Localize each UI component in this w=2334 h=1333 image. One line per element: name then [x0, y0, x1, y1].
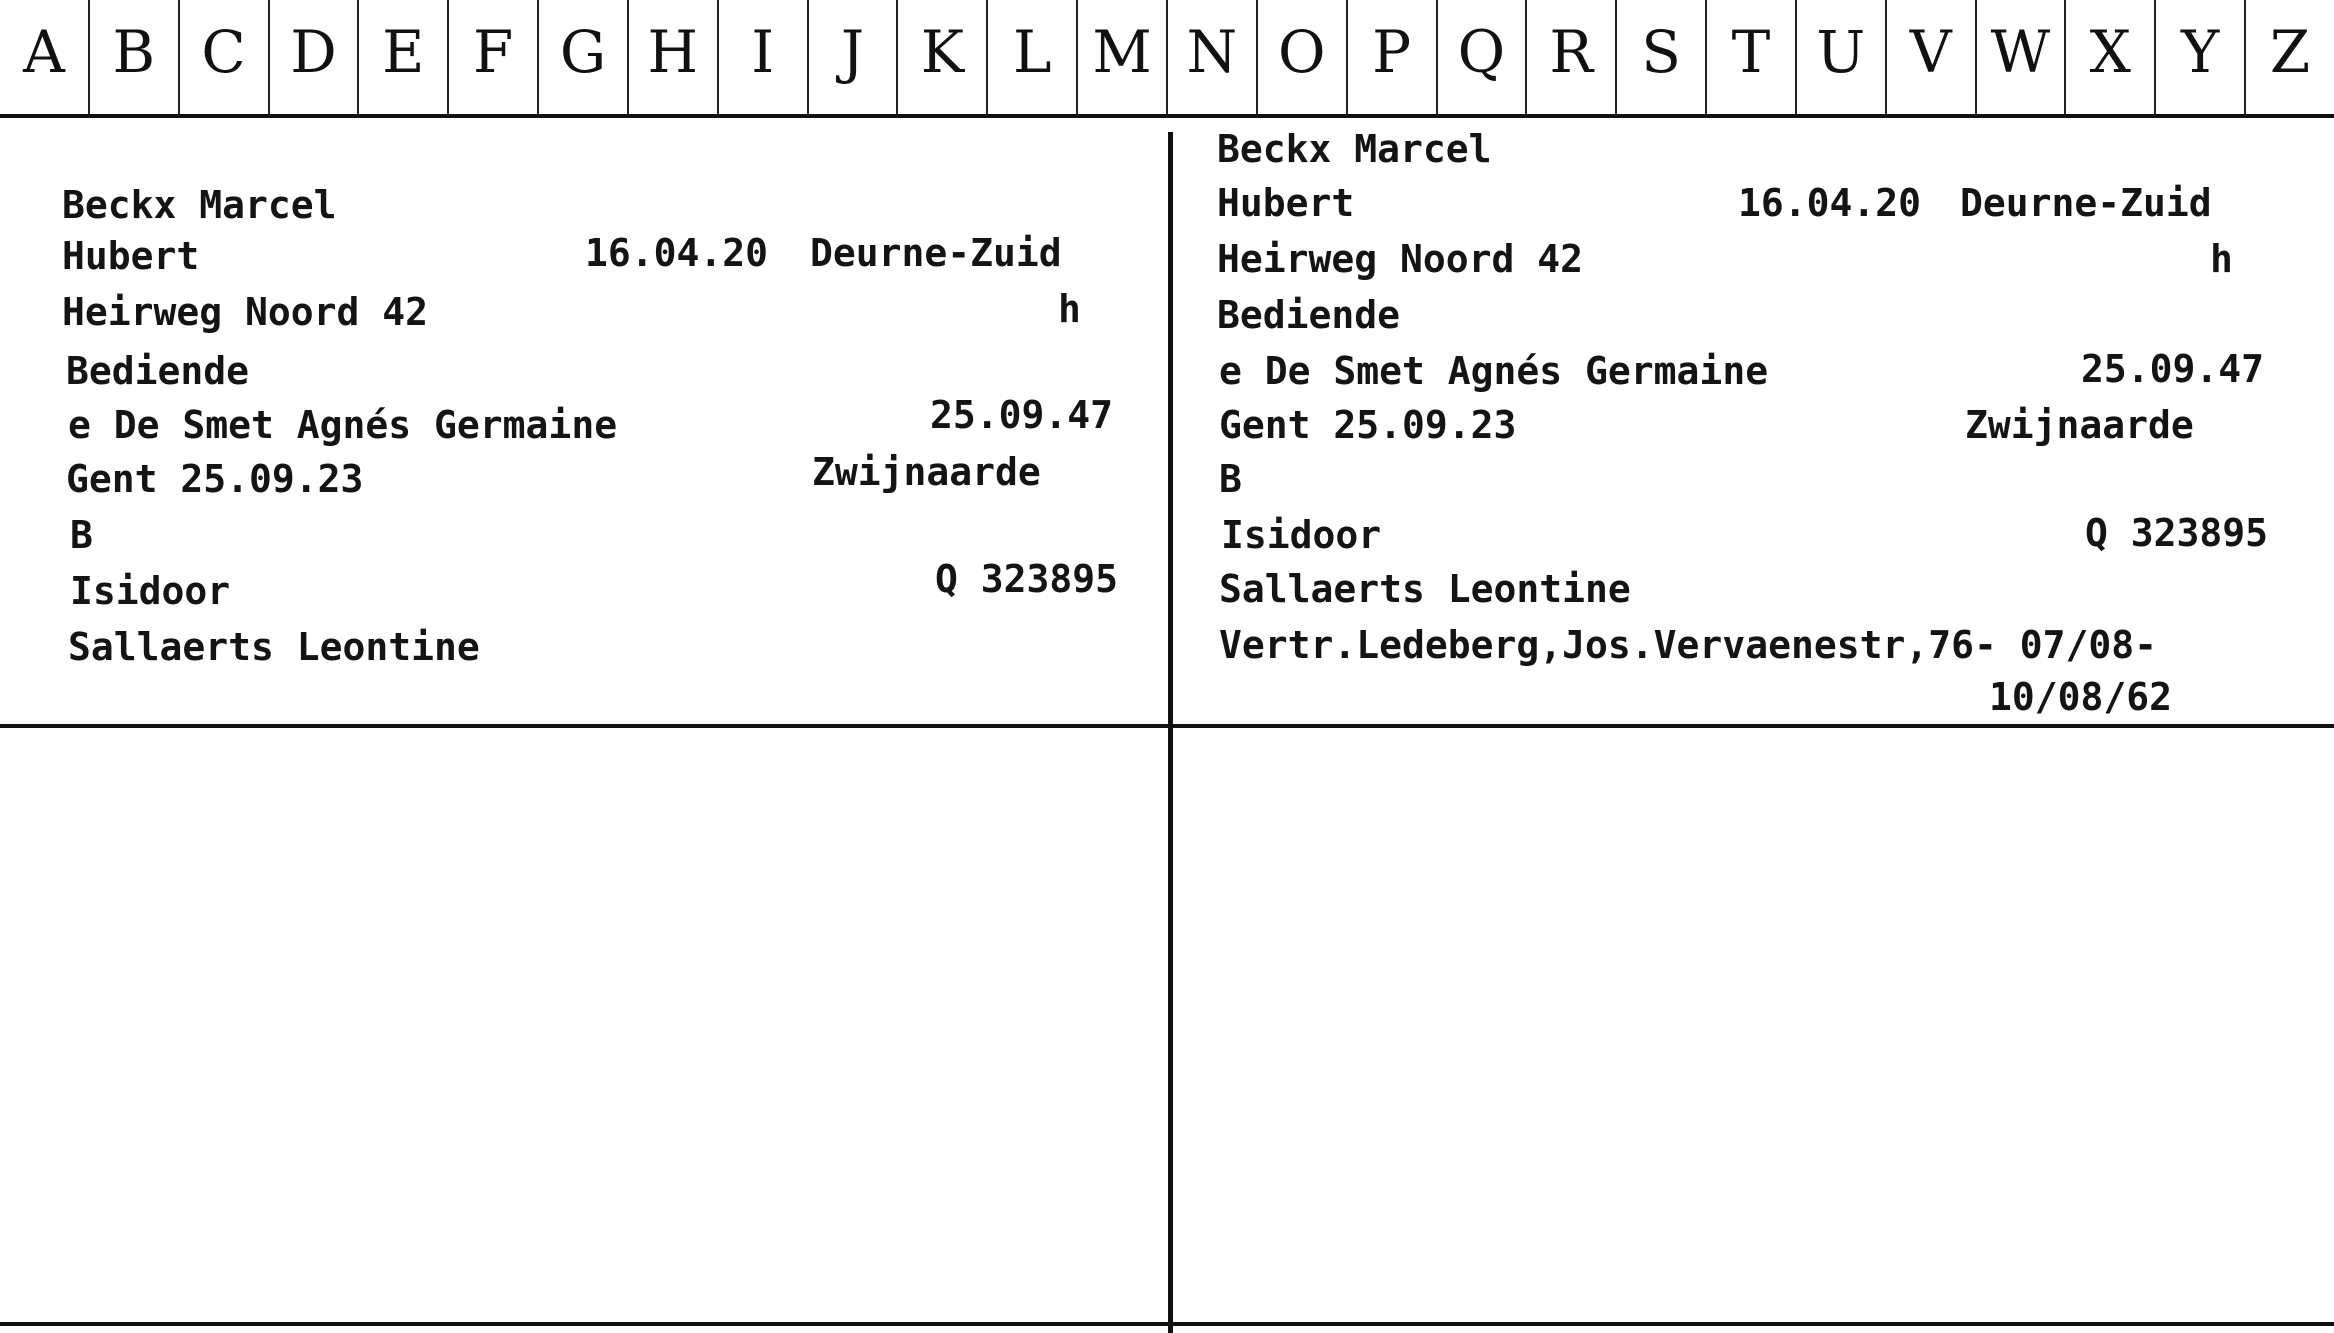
alphabet-letter-v: V [1885, 0, 1975, 114]
alphabet-letter-s: S [1615, 0, 1705, 114]
card-right-code-h: h [2210, 237, 2233, 281]
card-right [1173, 0, 2334, 724]
alphabet-letter-z: Z [2244, 0, 2334, 114]
alphabet-letter-a: A [22, 18, 65, 86]
card-left-first-name: Hubert [62, 234, 200, 278]
alphabet-letter-l: L [986, 0, 1076, 114]
card-left-spouse: e De Smet Agnés Germaine [68, 403, 618, 447]
alphabet-letter-q: Q [1436, 0, 1526, 114]
card-lower-right-empty [1173, 728, 2334, 1322]
alphabet-letter-e: E [357, 0, 447, 114]
card-left-birth-date: 16.04.20 [585, 231, 769, 275]
card-right-spouse-residence: Zwijnaarde [1965, 403, 2194, 447]
card-left-mother: Sallaerts Leontine [68, 625, 480, 669]
card-left-profession: Bediende [66, 349, 250, 393]
alphabet-letter-u: U [1795, 0, 1885, 114]
alphabet-letter-o: O [1256, 0, 1346, 114]
alphabet-letter-m: M [1076, 0, 1166, 114]
card-left-address: Heirweg Noord 42 [62, 290, 429, 334]
alphabet-letter-k: K [896, 0, 986, 114]
alphabet-letter-t: T [1705, 0, 1795, 114]
card-left-spouse-birth: Gent 25.09.23 [66, 457, 364, 501]
alphabet-letter-d: D [268, 0, 358, 114]
alphabet-letter-j: J [807, 0, 897, 114]
card-right-code-b: B [1219, 457, 1242, 501]
card-left-code-h: h [1058, 287, 1081, 331]
card-left-reference: Q 323895 [935, 557, 1119, 601]
card-left-name: Beckx Marcel [62, 183, 337, 227]
card-left-spouse-residence: Zwijnaarde [812, 450, 1041, 494]
card-right-first-name: Hubert [1217, 181, 1355, 225]
card-right-name: Beckx Marcel [1217, 127, 1492, 171]
card-left-marriage-date: 25.09.47 [930, 393, 1114, 437]
alphabet-letter-f: F [447, 0, 537, 114]
card-right-marriage-date: 25.09.47 [2081, 347, 2265, 391]
alphabet-letter-y: Y [2154, 0, 2244, 114]
card-right-spouse: e De Smet Agnés Germaine [1219, 349, 1769, 393]
card-left [0, 0, 1168, 724]
card-right-profession: Bediende [1217, 293, 1401, 337]
card-right-birth-date: 16.04.20 [1738, 181, 1922, 225]
alphabet-letter-h: H [627, 0, 717, 114]
card-right-father: Isidoor [1221, 513, 1382, 557]
alphabet-letter-g: G [537, 0, 627, 114]
card-right-birth-place: Deurne-Zuid [1960, 181, 2212, 225]
alphabet-letter-c: C [178, 0, 268, 114]
alphabet-letter-r: R [1525, 0, 1615, 114]
card-right-mother: Sallaerts Leontine [1219, 567, 1631, 611]
card-left-birth-place: Deurne-Zuid [810, 231, 1062, 275]
card-right-address: Heirweg Noord 42 [1217, 237, 1584, 281]
alphabet-letter-i: I [717, 0, 807, 114]
alphabet-letter-x: X [2064, 0, 2154, 114]
alphabet-letter-n: N [1166, 0, 1256, 114]
card-lower-left-empty [0, 728, 1168, 1322]
card-bottom-divider [0, 1322, 2334, 1326]
card-left-code-b: B [70, 513, 93, 557]
alphabet-letter-p: P [1346, 0, 1436, 114]
card-right-spouse-birth: Gent 25.09.23 [1219, 403, 1517, 447]
alphabet-letter-w: W [1975, 0, 2065, 114]
card-right-reference: Q 323895 [2085, 511, 2269, 555]
card-right-departure: Vertr.Ledeberg,Jos.Vervaenestr,76- 07/08- [1219, 623, 2157, 667]
card-right-departure-date: 10/08/62 [1989, 675, 2173, 719]
alphabet-letter-b: B [88, 0, 178, 114]
card-left-father: Isidoor [70, 569, 231, 613]
